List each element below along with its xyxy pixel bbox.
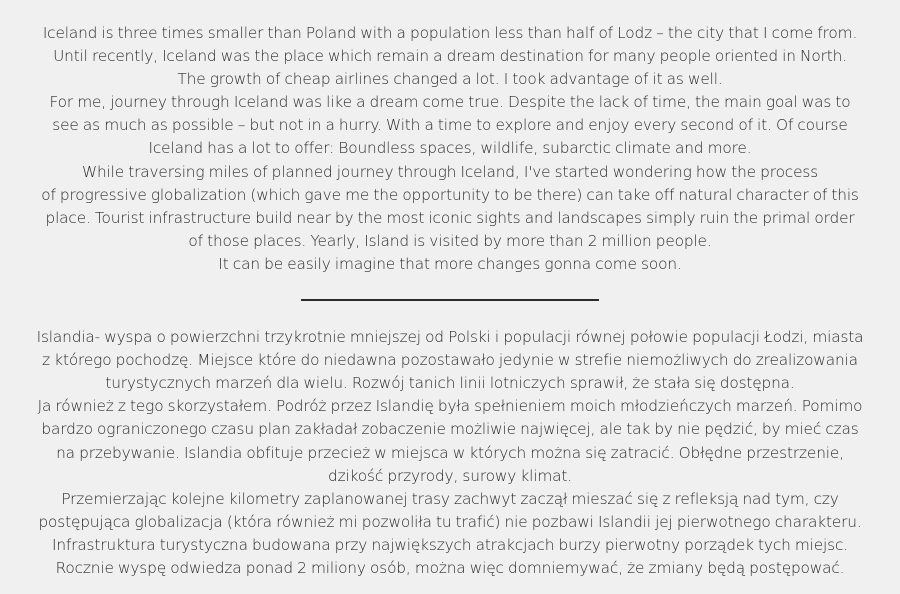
english-line: The growth of cheap airlines changed a lot. I took advantage of it as well.: [177, 70, 723, 89]
polish-line: z którego pochodzę. Miejsce które do niedawna pozostawało jedynie w strefie niemożliwych do zrealizowania: [42, 351, 858, 370]
section-divider: [301, 299, 599, 301]
english-line: While traversing miles of planned journey through Iceland, I've started wondering how the process: [81, 162, 819, 181]
polish-line: Przemierzając kolejne kilometry zaplanowanej trasy zachwyt zaczął mieszać się z refleksją nad tym, czy: [61, 489, 839, 508]
polish-text-block: [0, 326, 900, 580]
english-text-block: [0, 22, 900, 276]
polish-line: Rocznie wyspę odwiedza ponad 2 miliony osób, można więc domniemywać, że zmiany będą postępować.: [55, 558, 845, 577]
english-line: Until recently, Iceland was the place which remain a dream destination for many people oriented in North.: [53, 47, 847, 66]
polish-line: postępująca globalizacja (która również mi pozwoliła tu trafić) nie pozbawi Islandii jej pierwotnego charakteru.: [38, 512, 862, 531]
polish-line: bardzo ograniczonego czasu plan zakładał zobaczenie możliwie najwięcej, ale tak by nie pędzić, by mieć czas: [41, 420, 859, 439]
polish-line: na przebywanie. Islandia obfituje przecież w miejsca w których można się zatracić. Obłędne przestrzenie,: [56, 443, 844, 462]
polish-line: Ja również z tego skorzystałem. Podróż przez Islandię była spełnieniem moich młodzieńczych marzeń. Pomimo: [37, 397, 863, 416]
english-line: Iceland has a lot to offer: Boundless spaces, wildlife, subarctic climate and more.: [148, 139, 752, 158]
polish-line: dzikość przyrody, surowy klimat.: [328, 466, 572, 485]
english-line: see as much as possible – but not in a hurry. With a time to explore and enjoy every second of it. Of course: [52, 116, 848, 135]
english-line: place. Tourist infrastructure build near by the most iconic sights and landscapes simply ruin the primal order: [45, 208, 855, 227]
english-line: of those places. Yearly, Island is visited by more than 2 million people.: [188, 231, 712, 250]
polish-line: Infrastruktura turystyczna budowana przy największych atrakcjach burzy pierwotny porządek tych miejsc.: [51, 535, 849, 554]
polish-line: Islandia- wyspa o powierzchni trzykrotnie mniejszej od Polski i populacji równej połowie populacji Łodzi, miasta: [36, 328, 864, 347]
polish-line: turystycznych marzeń dla wielu. Rozwój tanich linii lotniczych sprawił, że stała się dostępna.: [105, 374, 795, 393]
english-line: For me, journey through Iceland was like a dream come true. Despite the lack of time, the main goal was to: [49, 93, 851, 112]
english-line: It can be easily imagine that more changes gonna come soon.: [218, 254, 682, 273]
english-line: of progressive globalization (which gave me the opportunity to be there) can take off natural character of this: [41, 185, 859, 204]
english-line: Iceland is three times smaller than Poland with a population less than half of Lodz – the city that I come from.: [42, 24, 858, 42]
